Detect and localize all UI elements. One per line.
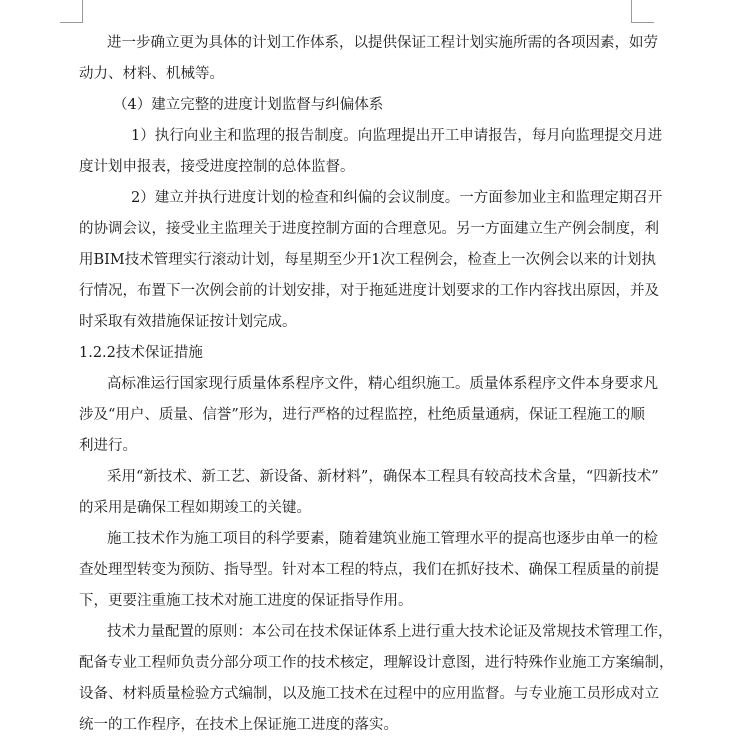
page-corner-mark-left	[60, 0, 83, 23]
paragraph-line: 高标准运行国家现行质量体系程序文件，精心组织施工。质量体系程序文件本身要求凡	[107, 376, 658, 392]
paragraph-line: 的协调会议，接受业主监理关于进度控制方面的合理意见。另一方面建立生产例会制度，利	[79, 221, 659, 237]
paragraph-line: 技术力量配置的原则：本公司在技术保证体系上进行重大技术论证及常规技术管理工作，	[107, 624, 673, 640]
paragraph-line: 配备专业工程师负责分部分项工作的技术核定，理解设计意图，进行特殊作业施工方案编制，	[79, 655, 674, 671]
paragraph-line: 设备、材料质量检验方式编制，以及施工技术在过程中的应用监督。与专业施工员形成对立	[79, 686, 659, 702]
section-heading: 1.2.2技术保证措施	[79, 345, 203, 361]
paragraph-line: 2）建立并执行进度计划的检查和纠偏的会议制度。一方面参加业主和监理定期召开	[131, 190, 663, 206]
paragraph-line: 1）执行向业主和监理的报告制度。向监理提出开工申请报告，每月向监理提交月进	[131, 128, 663, 144]
paragraph-line: 动力、材料、机械等。	[79, 66, 224, 82]
paragraph-line: 统一的工作程序，在技术上保证施工进度的落实。	[79, 717, 398, 733]
paragraph-line: 度计划申报表，接受进度控制的总体监督。	[79, 159, 355, 175]
paragraph-line: 下，更要注重施工技术对施工进度的保证指导作用。	[79, 593, 413, 609]
paragraph-line: 采用“新技术、新工艺、新设备、新材料”，确保本工程具有较高技术含量，“四新技术”	[107, 469, 659, 485]
page-corner-mark-right	[631, 0, 654, 23]
paragraph-line: 施工技术作为施工项目的科学要素，随着建筑业施工管理水平的提高也逐步由单一的检	[107, 531, 658, 547]
paragraph-line: 进一步确立更为具体的计划工作体系，以提供保证工程计划实施所需的各项因素，如劳	[107, 35, 658, 51]
paragraph-line: 的采用是确保工程如期竣工的关键。	[79, 500, 311, 516]
paragraph-line: 查处理型转变为预防、指导型。针对本工程的特点，我们在抓好技术、确保工程质量的前提	[79, 562, 659, 578]
paragraph-line: 利进行。	[79, 438, 137, 454]
paragraph-line: 时采取有效措施保证按计划完成。	[79, 314, 297, 330]
paragraph-line: 涉及“用户、质量、信誉”形为，进行严格的过程监控，杜绝质量通病，保证工程施工的顺	[79, 407, 645, 423]
paragraph-line: 行情况，布置下一次例会前的计划安排，对于拖延进度计划要求的工作内容找出原因，并及	[79, 283, 659, 299]
section-heading: （4）建立完整的进度计划监督与纠偏体系	[113, 97, 384, 113]
paragraph-line: 用BIM技术管理实行滚动计划，每星期至少开1次工程例会，检查上一次例会以来的计划执	[79, 252, 656, 268]
